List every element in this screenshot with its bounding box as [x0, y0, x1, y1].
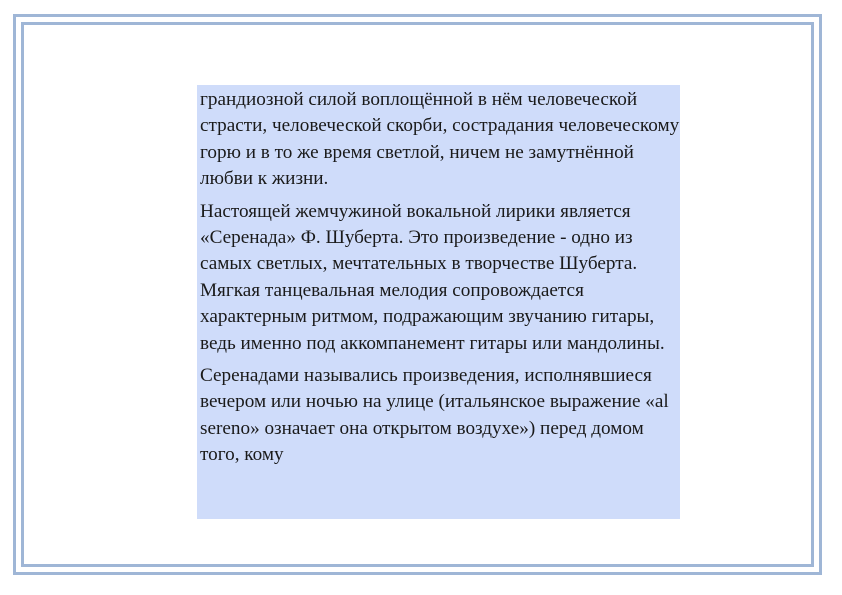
paragraph-1: грандиозной силой воплощённой в нём человеческой страсти, человеческой скорби, сострадания человеческому горю и в то же время светлой, ничем не замутнённой любви к жизни. — [200, 89, 680, 190]
paragraph-3: Серенадами назывались произведения, исполнявшиеся вечером или ночью на улице (итальянское выражение «al sereno» означает она открытом воздухе») перед домом того, кому — [200, 365, 669, 466]
paragraph-2: Настоящей жемчужиной вокальной лирики является «Серенада» Ф. Шуберта. Это произведение - одно из самых светлых, мечтательных в творчестве Шуберта. Мягкая танцевальная мелодия сопровождается характерным ритмом, подражающим звучанию гитары, ведь именно под аккомпанемент гитары или мандолины. — [200, 200, 665, 354]
text-box — [197, 85, 680, 519]
